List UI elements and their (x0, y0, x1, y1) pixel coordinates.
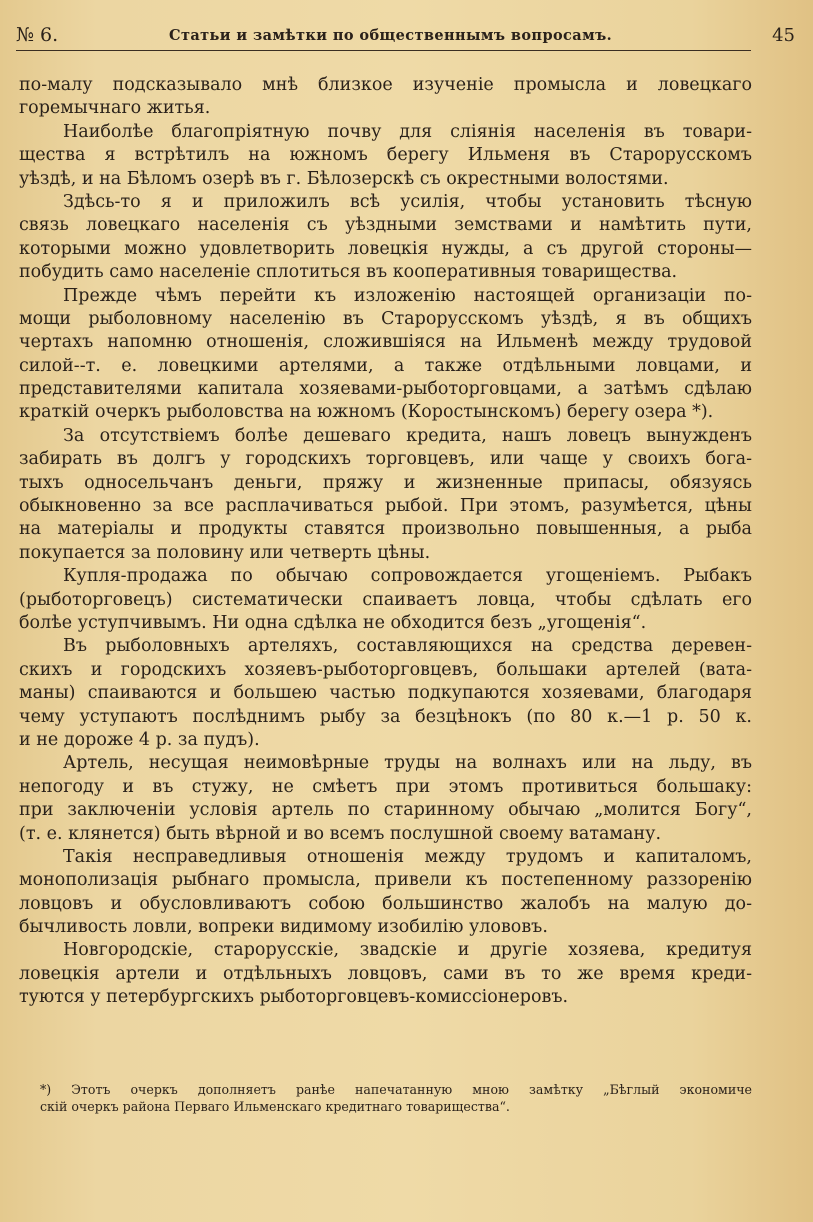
footnote (40, 1081, 752, 1115)
text-line: Въ рыболовныхъ артеляхъ, составляющихся на средства деревен- (63, 636, 752, 657)
text-line: покупается за половину или четверть цѣны. (19, 542, 431, 563)
text-line: побудить само населеніе сплотиться въ кооперативныя товарищества. (19, 262, 678, 283)
text-line: (рыботорговецъ) систематически спаиваетъ ловца, чтобы сдѣлать его (19, 589, 752, 610)
paragraph (19, 635, 752, 752)
article-body (19, 74, 752, 1010)
paragraph (19, 939, 752, 1009)
paragraph (19, 565, 752, 635)
text-line: силой--т. е. ловецкими артелями, а также отдѣльными ловцами, и (19, 355, 752, 376)
text-line: краткій очеркъ рыболовства на южномъ (Коростынскомъ) берегу озера *). (19, 402, 714, 423)
text-line: (т. е. клянется) быть вѣрной и во всемъ послушной своему ватаману. (19, 823, 662, 844)
text-line: монополизація рыбнаго промысла, привели къ постепенному раззоренію (19, 870, 752, 891)
paragraph (19, 74, 752, 121)
text-line: туются у петербургскихъ рыботорговцевъ-комиссіонеровъ. (19, 987, 569, 1008)
text-line: Купля-продажа по обычаю сопровождается угощеніемъ. Рыбакъ (63, 566, 752, 587)
paragraph (19, 425, 752, 565)
text-line: горемычнаго житья. (19, 98, 211, 119)
text-line: мощи рыболовному населенію въ Старорусскомъ уѣздѣ, я въ общихъ (19, 308, 752, 329)
text-line: Наиболѣе благопріятную почву для сліянія населенія въ товари- (63, 121, 752, 142)
text-line: щества я встрѣтилъ на южномъ берегу Ильменя въ Старорусскомъ (19, 145, 752, 166)
text-line: при заключеніи условія артель по старинному обычаю „молится Богу“, (19, 800, 752, 821)
text-line: Артель, несущая неимовѣрные труды на волнахъ или на льду, въ (63, 753, 752, 774)
text-line: забирать въ долгъ у городскихъ торговцевъ, или чаще у своихъ бога- (19, 449, 752, 470)
paragraph (19, 846, 752, 940)
text-line: Новгородскіе, старорусскіе, звадскіе и другіе хозяева, кредитуя (63, 940, 752, 961)
text-line: Здѣсь-то я и приложилъ всѣ усилія, чтобы установить тѣсную (63, 191, 752, 212)
footnote-line: *) Этотъ очеркъ дополняетъ ранѣе напечатанную мною замѣтку „Бѣглый экономиче (40, 1082, 752, 1097)
text-line: непогоду и въ стужу, не смѣетъ при этомъ противиться большаку: (19, 776, 752, 797)
text-line: тыхъ односельчанъ деньги, пряжу и жизненные припасы, обязуясь (19, 472, 752, 493)
text-line: представителями капитала хозяевами-рыботорговцами, а затѣмъ сдѣлаю (19, 379, 752, 400)
text-line: ловцовъ и обусловливаютъ собою большинство жалобъ на малую до- (19, 893, 752, 914)
issue-number: № 6. (16, 24, 59, 46)
text-line: скихъ и городскихъ хозяевъ-рыботорговцевъ, большаки артелей (вата- (19, 659, 752, 680)
text-line: болѣе уступчивымъ. Ни одна сдѣлка не обходится безъ „угощенія“. (19, 612, 647, 633)
page-number: 45 (772, 25, 795, 46)
paragraph (19, 752, 752, 846)
section-title: Статьи и замѣтки по общественнымъ вопросамъ. (169, 27, 613, 44)
text-line: Прежде чѣмъ перейти къ изложенію настоящей организаціи по- (63, 285, 752, 306)
text-line: связь ловецкаго населенія съ уѣздными земствами и намѣтить пути, (19, 215, 752, 236)
text-line: и не дороже 4 р. за пудъ). (19, 729, 260, 750)
text-line: по-малу подсказывало мнѣ близкое изученіе промысла и ловецкаго (19, 75, 752, 95)
footnote-line: скій очеркъ района Перваго Ильменскаго кредитнаго товарищества“. (40, 1099, 510, 1114)
text-line: ловецкія артели и отдѣльныхъ ловцовъ, сами въ то же время креди- (19, 963, 752, 984)
text-line: бычливость ловли, вопреки видимому изобилію улововъ. (19, 917, 548, 938)
text-line: маны) спаиваются и большею частью подкупаются хозяевами, благодаря (19, 683, 752, 704)
text-line: на матеріалы и продукты ставятся произвольно повышенныя, а рыба (19, 519, 752, 540)
running-header (16, 22, 795, 51)
text-line: чертахъ напомню отношенія, сложившіяся на Ильменѣ между трудовой (19, 332, 752, 353)
text-line: За отсутствіемъ болѣе дешеваго кредита, нашъ ловецъ вынужденъ (63, 425, 752, 446)
text-line: Такія несправедливыя отношенія между трудомъ и капиталомъ, (63, 846, 752, 867)
text-line: уѣздѣ, и на Бѣломъ озерѣ въ г. Бѣлозерскѣ съ окрестными волостями. (19, 168, 669, 189)
paragraph (19, 285, 752, 425)
text-line: которыми можно удовлетворить ловецкія нужды, а съ другой стороны— (19, 238, 752, 259)
paragraph (19, 191, 752, 285)
text-line: чему уступаютъ послѣднимъ рыбу за безцѣнокъ (по 80 к.—1 р. 50 к. (19, 706, 752, 727)
paragraph (19, 121, 752, 191)
text-line: обыкновенно за все расплачиваться рыбой. При этомъ, разумѣется, цѣны (19, 496, 752, 517)
